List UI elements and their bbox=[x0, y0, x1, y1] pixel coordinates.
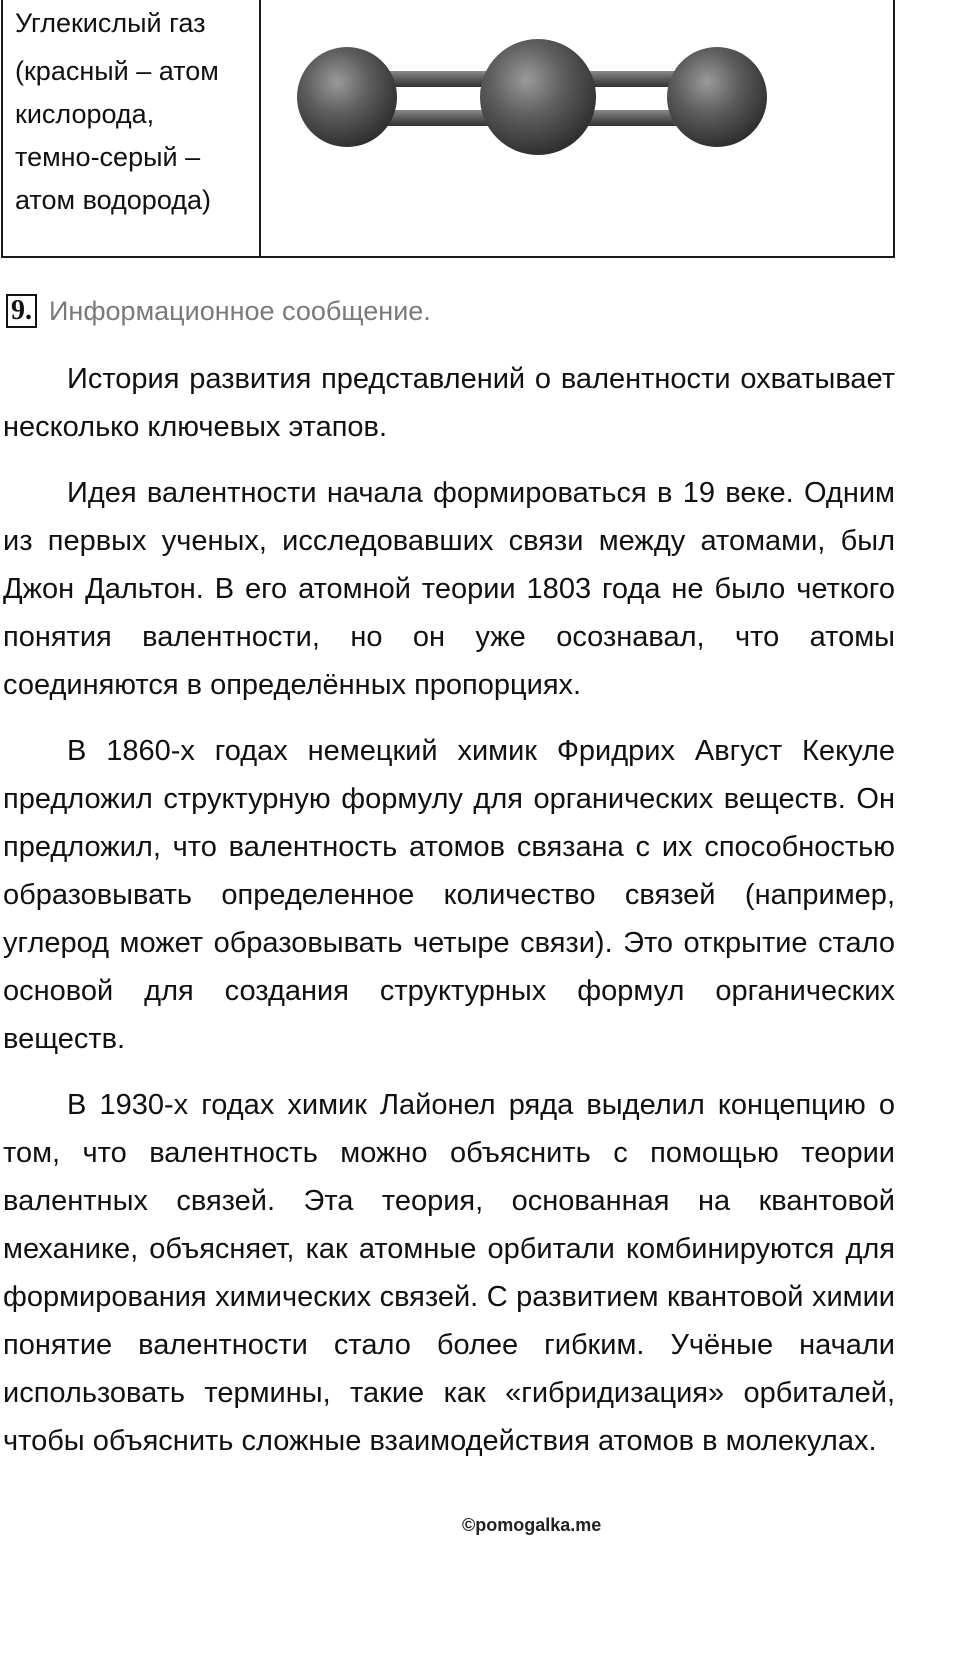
substance-name: Углекислый газ bbox=[15, 8, 206, 38]
paragraph: История развития представлений о валентности охватывает несколько ключевых этапов. bbox=[3, 363, 895, 443]
task-title: Информационное сообщение. bbox=[49, 295, 431, 326]
table-image-cell bbox=[261, 0, 893, 256]
oxygen-atom-right bbox=[667, 47, 767, 147]
watermark: ©pomogalka.me bbox=[462, 1515, 602, 1535]
task-header bbox=[6, 294, 431, 328]
paragraph: В 1860-х годах немецкий химик Фридрих Август Кекуле предложил структурную формулу для органических веществ. Он предложил, что валентность атомов связана с их способностью образовывать определенное количество связей (например, углерод может образовывать четыре связи). Это открытие стало основой для создания структурных формул органических веществ. bbox=[3, 735, 895, 1055]
paragraph: Идея валентности начала формироваться в 19 веке. Одним из первых ученых, исследовавших связи между атомами, был Джон Дальтон. В его атомной теории 1803 года не было четкого понятия валентности, но он уже осознавал, что атомы соединяются в определённых пропорциях. bbox=[3, 477, 895, 701]
co2-molecule-image bbox=[261, 0, 893, 258]
atom-legend-note: (красный – атом кислорода, темно-серый – атом водорода) bbox=[15, 56, 219, 215]
paragraph: В 1930-х годах химик Лайонел ряда выделил концепцию о том, что валентность можно объяснить с помощью теории валентных связей. Эта теория, основанная на квантовой механике, объясняет, как атомные орбитали комбинируются для формирования химических связей. С развитием квантовой химии понятие валентности стало более гибким. Учёные начали использовать термины, такие как «гибридизация» орбиталей, чтобы объяснить сложные взаимодействия атомов в молекулах. bbox=[3, 1089, 895, 1457]
molecule-table bbox=[1, 0, 895, 258]
task-number: 9. bbox=[6, 294, 37, 328]
table-label-cell bbox=[3, 0, 261, 256]
oxygen-atom-left bbox=[297, 47, 397, 147]
carbon-atom-center bbox=[480, 39, 596, 155]
article-body bbox=[3, 355, 895, 1483]
